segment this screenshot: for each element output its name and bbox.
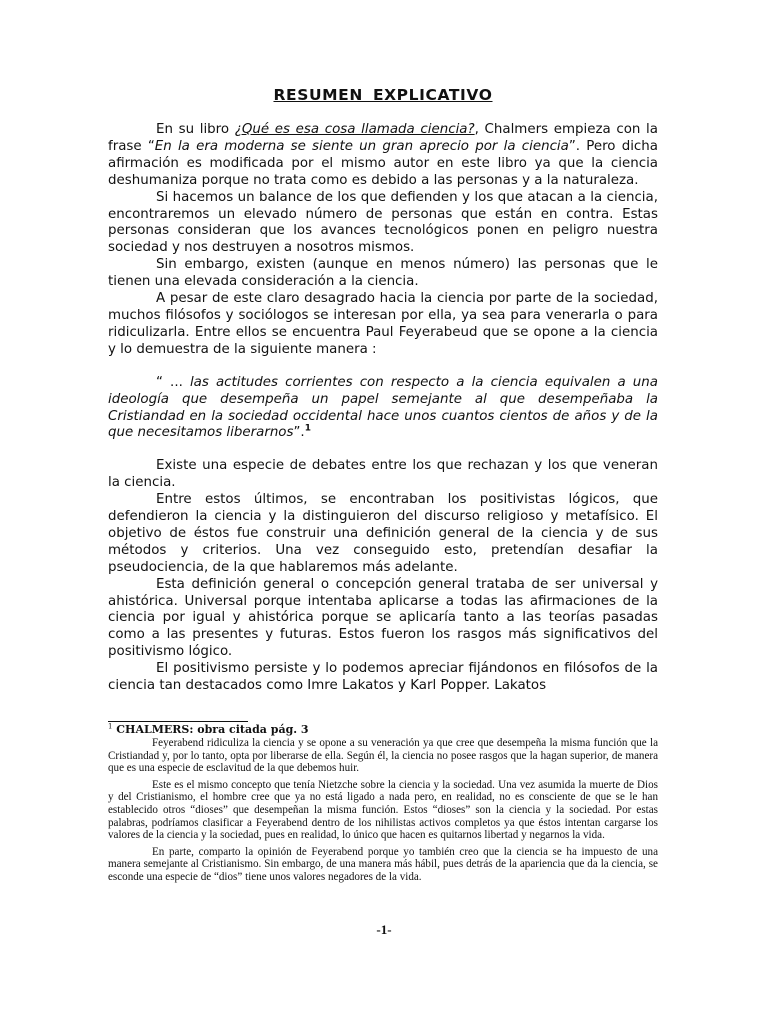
book-title: ¿Qué es esa cosa llamada ciencia? [234, 122, 475, 137]
footnote-heading [108, 723, 658, 737]
page-number: -1- [376, 922, 392, 937]
paragraph-6: Entre estos últimos, se encontraban los positivistas lógicos, que defendieron la ciencia y la distinguieron del discurso religioso y metafísico. El objetivo de éstos fue construir una definición general de la ciencia y de sus métodos y criterios. Una vez conseguido esto, pretendían desafiar la pseudociencia, de la que hablaremos más adelante. [108, 492, 658, 575]
document-title: RESUMEN EXPLICATIVO [273, 86, 493, 104]
quote-text: las actitudes corrientes con respecto a la ciencia equivalen a una ideología que desempeña un papel semejante al que desempeñaba la Cristiandad en la sociedad occidental hace unos cuantos cientos de años y de la que necesitamos liberarnos [108, 374, 658, 441]
paragraph-8: El positivismo persiste y lo podemos apreciar fijándonos en filósofos de la ciencia tan destacados como Imre Lakatos y Karl Popper. Lakatos [108, 661, 658, 694]
footnote-divider [108, 721, 248, 722]
quote-open: “ ... [156, 374, 190, 390]
p1-rest: ”. Pero dicha afirmación es modificada por el mismo autor en este libro ya que la ciencia deshumaniza porque no trata como es debido a las personas y a la naturaleza. [108, 138, 658, 188]
footnote-citation: CHALMERS: obra citada pág. 3 [112, 723, 309, 736]
p1-mid: , Chalmers empieza con la frase “ [108, 122, 658, 154]
footnotes [108, 721, 658, 884]
footnote-ref[interactable]: 1 [304, 423, 311, 434]
paragraph-3: Sin embargo, existen (aunque en menos número) las personas que le tienen una elevada consideración a la ciencia. [108, 257, 658, 290]
paragraph-2: Si hacemos un balance de los que defienden y los que atacan a la ciencia, encontraremos un elevado número de personas que están en contra. Estas personas consideran que los avances tecnológicos ponen en peligro nuestra sociedad y nos destruyen a nosotros mismos. [108, 189, 658, 256]
p1-intro: En su libro [156, 122, 235, 137]
document-page [108, 86, 658, 695]
paragraph-5: Existe una especie de debates entre los que rechazan y los que veneran la ciencia. [108, 458, 658, 491]
paragraph-7: Esta definición general o concepción general trataba de ser universal y ahistórica. Universal porque intentaba aplicarse a todas las afirmaciones de la ciencia por igual y ahistórica porque se aplicaría tanto a las teorías pasadas como a las presentes y futuras. Estos fueron los rasgos más significativos del positivismo lógico. [108, 576, 658, 660]
quote-close: ”. [293, 425, 305, 441]
footnote-paragraph-2: Este es el mismo concepto que tenía Nietzche sobre la ciencia y la sociedad. Una vez asumida la muerte de Dios y del Cristianismo, el hombre cree que ya no está ligado a nada pero, en realidad, no es consciente de que se le han establecido otros “dioses” que desempeñan la misma función. Estos “dioses” son la ciencia y la sociedad. Por estas palabras, podríamos clasificar a Feyerabend dentro de los nihilistas activos completos ya que éstos intentan cargarse los valores de la ciencia y la sociedad, pues en realidad, lo único que hacen es quitarnos libertad y negarnos la vida. [108, 778, 658, 842]
footnote-paragraph-1: Feyerabend ridiculiza la ciencia y se opone a su veneración ya que cree que desempeña la misma función que la Cristiandad y, por lo tanto, opta por liberarse de ella. Según él, la ciencia no posee rasgos que la hagan superior, de manera que es una especie de esclavitud de la que debemos huir. [108, 737, 658, 775]
chalmers-quote: En la era moderna se siente un gran aprecio por la ciencia [154, 138, 569, 154]
paragraph-1 [108, 122, 658, 190]
footnote-number: 1 [108, 722, 113, 731]
footnote-paragraph-3: En parte, comparto la opinión de Feyerabend porque yo también creo que la ciencia se ha impuesto de una manera semejante al Cristianismo. Sin embargo, de una manera más hábil, pues detrás de la apariencia que da la ciencia, se esconde una especie de “dios” tiene unos valores negadores de la vida. [108, 845, 658, 883]
block-quote [108, 375, 658, 443]
paragraph-4: A pesar de este claro desagrado hacia la ciencia por parte de la sociedad, muchos filósofos y sociólogos se interesan por ella, ya sea para venerarla o para ridiculizarla. Entre ellos se encuentra Paul Feyerabeud que se opone a la ciencia y lo demuestra de la siguiente manera : [108, 291, 658, 357]
